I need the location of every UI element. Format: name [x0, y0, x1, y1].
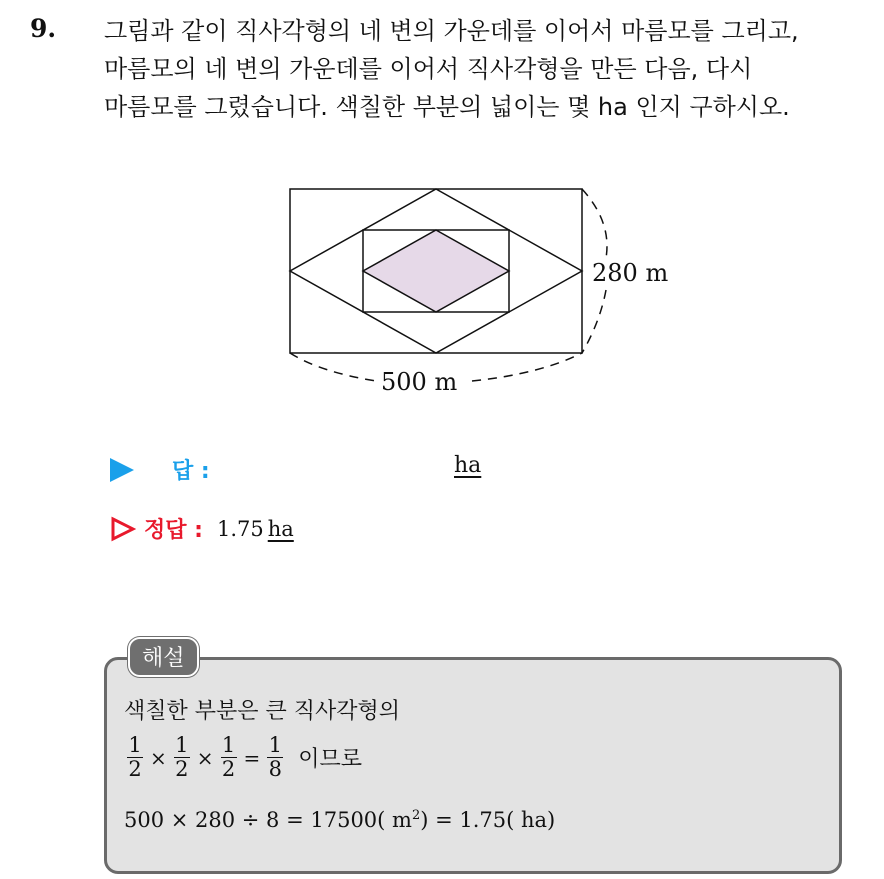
equals-sign: = — [243, 745, 261, 770]
outline-triangle-icon — [110, 516, 136, 542]
play-triangle-icon — [110, 458, 134, 482]
shaded-rhombus — [363, 230, 509, 312]
times-sign: × — [196, 745, 214, 770]
width-label: 500 m — [381, 368, 458, 396]
answer-label: 답 : — [172, 459, 210, 484]
explanation-line-2-suffix: 이므로 — [298, 747, 363, 772]
times-sign: × — [150, 745, 167, 770]
explanation-line-3: 500 × 280 ÷ 8 = 17500( $m^2) = 1.75$( ha) — [124, 808, 556, 832]
correct-answer-label: 정답 : — [144, 518, 203, 543]
answer-row — [110, 454, 210, 485]
explanation-fraction-row — [124, 734, 362, 781]
explanation-line-1: 색칠한 부분은 큰 직사각형의 — [124, 699, 401, 724]
fraction-half-1: $\frac{1}{2}$ — [128, 733, 142, 781]
fraction-half-2: $\frac{1}{2}$ — [175, 733, 189, 781]
explanation-tag: 해설 — [128, 637, 199, 677]
question-line-1: 그림과 같이 직사각형의 네 변의 가운데를 이어서 마름모를 그리고, — [104, 17, 799, 45]
fraction-half-3: $\frac{1}{2}$ — [221, 733, 236, 781]
correct-answer-value: 1.75 — [216, 516, 264, 541]
question-line-2: 마름모의 네 변의 가운데를 이어서 직사각형을 만든 다음, 다시 — [104, 55, 753, 83]
answer-unit: ha — [454, 453, 482, 478]
fraction-eighth: $\frac{1}{8}$ — [268, 733, 282, 781]
question-number: 9. — [30, 14, 57, 43]
height-label: 280 m — [592, 259, 669, 287]
correct-answer-row — [110, 513, 294, 544]
figure-diagram — [0, 0, 884, 420]
question-line-3: 마름모를 그렸습니다. 색칠한 부분의 넓이는 몇 ha 인지 구하시오. — [104, 93, 790, 121]
correct-answer-unit: ha — [267, 516, 294, 541]
